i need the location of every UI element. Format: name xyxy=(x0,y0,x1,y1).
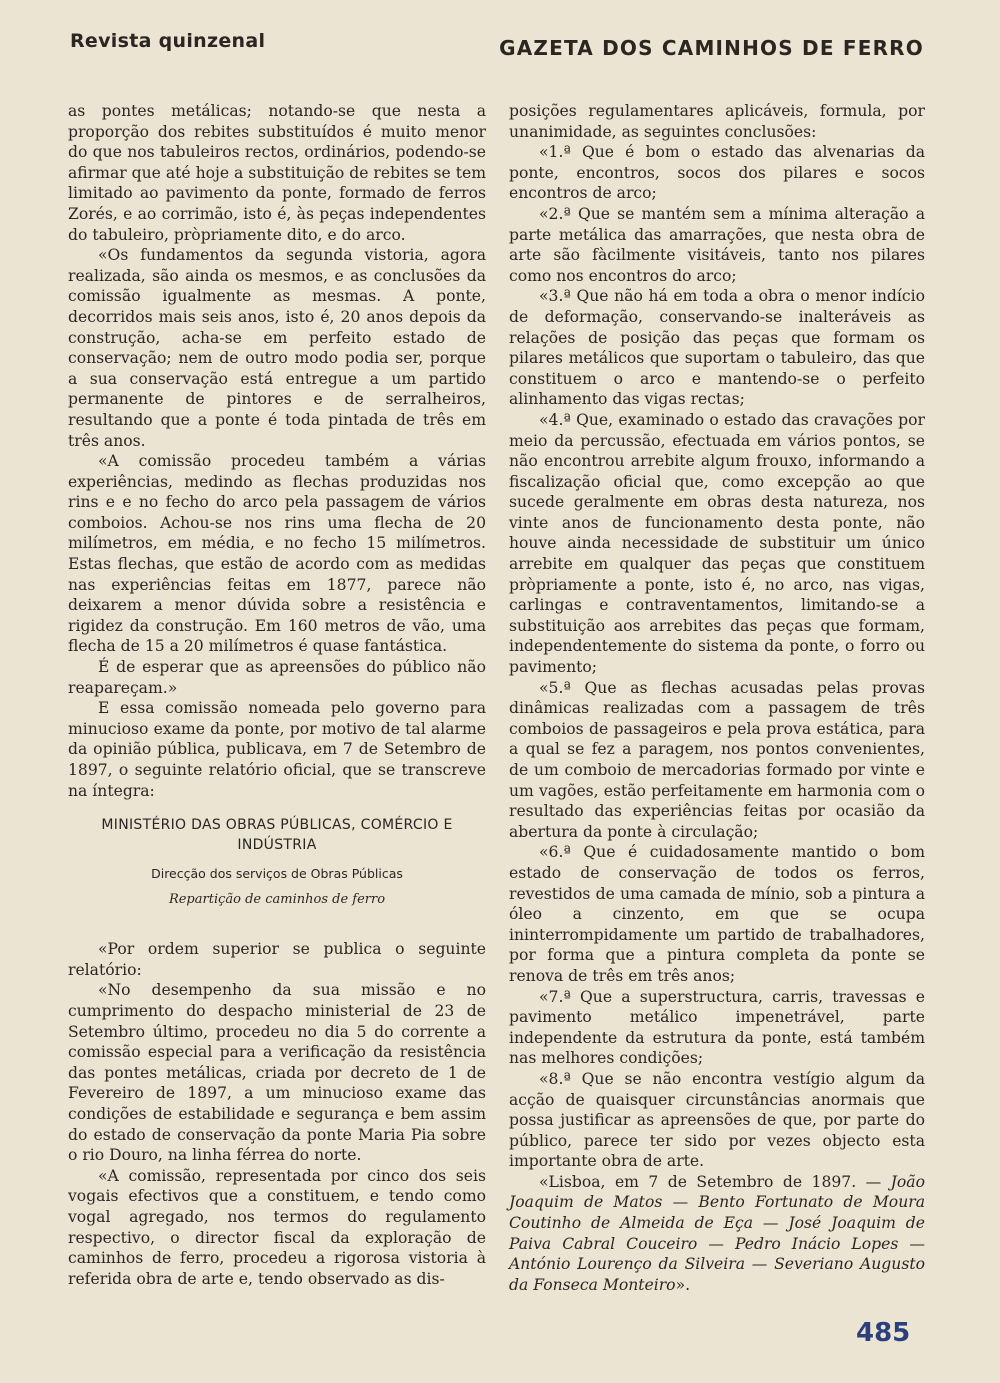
conclusion-2: «2.ª Que se mantém sem a mínima alteração a parte metálica das amarrações, que nesta obra de arte são fàcilmente visitáveis, tanto nos pilares como nos encontros do arco; xyxy=(509,204,925,285)
paragraph: «Por ordem superior se publica o seguinte relatório: xyxy=(68,940,486,979)
department-subheading: Repartição de caminhos de ferro xyxy=(168,892,386,908)
signature-date: «Lisboa, em 7 de Setembro de 1897. — xyxy=(539,1172,891,1191)
conclusion-6: «6.ª Que é cuidadosamente mantido o bom estado de conservação de todos os ferros, revestidos de uma camada de mínio, sob a pintura a óleo a cinzento, em que se ocupa ininterrompidamente um partido de trabalhadores, por forma que a pintura completa da ponte se renova de três em três anos; xyxy=(509,843,925,985)
conclusion-8: «8.ª Que se não encontra vestígio algum da acção de quaisquer circunstâncias anormais que possa justificar as apreensões de que, por parte do público, parece ter sido por vezes objecto esta importante obra de arte. xyxy=(509,1069,925,1171)
paragraph: «No desempenho da sua missão e no cumprimento do despacho ministerial de 23 de Setembro último, procedeu no dia 5 do corrente a comissão especial para a verificação da resistência das pontes metálicas, criada por decreto de 1 de Fevereiro de 1897, a um minucioso exame das condições de estabilidade e segurança e bem assim do estado de conservação da ponte Maria Pia sobre o rio Douro, na linha férrea do norte. xyxy=(68,981,486,1165)
conclusion-7: «7.ª Que a superstructura, carris, travessas e pavimento metálico impenetrável, parte independente da estrutura da ponte, está também nas melhores condições; xyxy=(509,987,925,1068)
paragraph: E essa comissão nomeada pelo governo para minucioso exame da ponte, por motivo de tal alarme da opinião pública, publicava, em 7 de Setembro de 1897, o seguinte relatório oficial, que se transcreve na íntegra: xyxy=(68,699,486,800)
ministry-heading: MINISTÉRIO DAS OBRAS PÚBLICAS, COMÉRCIO E INDÚSTRIA xyxy=(101,817,453,854)
paragraph: É de esperar que as apreensões do público não reapareçam.» xyxy=(68,658,486,697)
right-column xyxy=(509,101,925,1295)
conclusion-3: «3.ª Que não há em toda a obra o menor indício de deformação, conservando-se inalteráveis as relações de posição das peças que formam os pilares metálicos que suportam o tabuleiro, das que constituem o arco e mantendo-se o perfeito alinhamento das vigas rectas; xyxy=(509,287,925,409)
directorate-subheading: Direcção dos serviços de Obras Públicas xyxy=(151,866,403,882)
conclusion-1: «1.ª Que é bom o estado das alvenarias da ponte, encontros, socos dos pilares e socos encontros de arco; xyxy=(509,143,925,203)
left-column xyxy=(68,101,486,1289)
paragraph: «Os fundamentos da segunda vistoria, agora realizada, são ainda os mesmos, e as conclusões da comissão igualmente as mesmas. A ponte, decorridos mais seis anos, isto é, 20 anos depois da construção, acha-se em perfeito estado de conservação; nem de outro modo podia ser, porque a sua conservação está entregue a um partido permanente de pintores e de serralheiros, resultando que a ponte é toda pintada de três em três anos. xyxy=(68,246,486,450)
conclusion-5: «5.ª Que as flechas acusadas pelas provas dinâmicas realizadas com a passagem de três comboios de passageiros e pela prova estática, para a qual se fez a paragem, nos pontos convenientes, de um comboio de mercadorias formado por vinte e um vagões, estão perfeitamente em harmonia com o resultado das experiências feitas por ocasião da abertura da ponte à circulação; xyxy=(509,678,925,841)
conclusion-4: «4.ª Que, examinado o estado das cravações por meio da percussão, efectuada em vários pontos, se não encontrou arrebite algum frouxo, informando a fiscalização oficial que, como excepção ao que sucede geralmente em obras desta natureza, nos vinte anos de funcionamento desta ponte, não houve ainda necessidade de substituir um único arrebite em qualquer das peças que constituem pròpriamente a ponte, isto é, no arco, nas vigas, carlingas e contraventamentos, limitando-se a substituição aos arrebites das peças que formam, independentemente do sistema da ponte, o forro ou pavimento; xyxy=(509,410,925,677)
running-header-left: Revista quinzenal xyxy=(70,30,266,52)
page-number: 485 xyxy=(856,1318,911,1348)
signatory-names: João Joaquim de Matos — Bento Fortunato de Moura Coutinho de Almeida de Eça — José Joaquim de Paiva Cabral Couceiro — Pedro Inácio Lopes — António Lourenço da Silveira — Severiano Augusto da Fonseca Monteiro xyxy=(509,1172,925,1294)
paragraph: as pontes metálicas; notando-se que nesta a proporção dos rebites substituídos é muito menor do que nos tabuleiros rectos, ordinários, podendo-se afirmar que até hoje a substituição de rebites se tem limitado ao pavimento da ponte, formado de ferros Zorés, e ao corrimão, isto é, às peças independentes do tabuleiro, pròpriamente dito, e do arco. xyxy=(68,102,487,244)
paragraph: «A comissão procedeu também a várias experiências, medindo as flechas produzidas nos rins e e no fecho do arco pela passagem de vários comboios. Achou-se nos rins uma flecha de 20 milímetros, em média, e no fecho 15 milímetros. Estas flechas, que estão de acordo com as medidas nas experiências feitas em 1877, parece não deixarem a menor dúvida sobre a resistência e rigidez da construção. Em 160 metros de vão, uma flecha de 15 a 20 milímetros é quase fantástica. xyxy=(68,452,486,656)
paragraph: posições regulamentares aplicáveis, formula, por unanimidade, as seguintes conclusões: xyxy=(509,102,925,141)
running-header-right: GAZETA DOS CAMINHOS DE FERRO xyxy=(499,36,924,60)
signature-close: ». xyxy=(675,1275,691,1294)
signature-block xyxy=(509,1172,925,1296)
paragraph: «A comissão, representada por cinco dos seis vogais efectivos que a constituem, e tendo como vogal agregado, nos termos do regulamento respectivo, o director fiscal da exploração de caminhos de ferro, procedeu a rigorosa vistoria à referida obra de arte e, tendo observado as dis- xyxy=(68,1166,486,1288)
